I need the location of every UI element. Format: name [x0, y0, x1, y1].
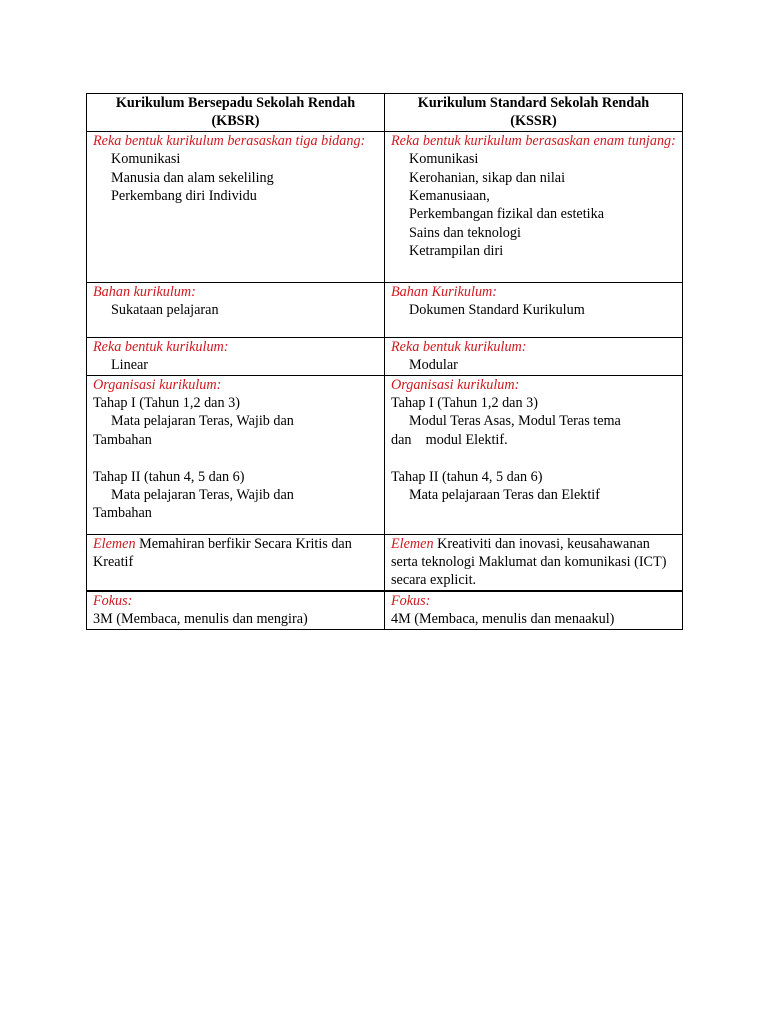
kbsr-reka-bentuk-label: Reka bentuk kurikulum:	[93, 338, 229, 355]
cell-kbsr-organisasi	[87, 375, 385, 534]
kssr-tahap1-detail: Modul Teras Asas, Modul Teras tema	[409, 413, 621, 430]
spacer	[391, 449, 676, 467]
kbsr-bahan-value: Sukataan pelajaran	[111, 302, 219, 319]
kssr-tahap1-detail-cont: dan modul Elektif.	[391, 431, 508, 448]
kssr-tahap2-title: Tahap II (tahun 4, 5 dan 6)	[391, 468, 543, 485]
table-row-bahan	[87, 282, 683, 337]
kbsr-elemen-label: Elemen	[93, 535, 136, 552]
table-row-reka-bentuk-intro	[87, 131, 683, 282]
list-item: Perkembangan fizikal dan estetika	[409, 206, 605, 223]
cell-kssr-bahan	[385, 282, 683, 337]
cell-kbsr-fokus	[87, 591, 385, 629]
list-item: Perkembang diri Individu	[111, 188, 257, 205]
kssr-reka-bentuk-label: Reka bentuk kurikulum:	[391, 338, 527, 355]
kssr-elemen-value: Kreativiti dan inovasi, keusahawanan serta teknologi Maklumat dan komunikasi (ICT) secara explicit.	[391, 535, 667, 589]
kssr-reka-bentuk-value: Modular	[409, 357, 458, 374]
kssr-tahap1-title: Tahap I (Tahun 1,2 dan 3)	[391, 395, 538, 412]
list-item: Komunikasi	[409, 151, 479, 168]
kbsr-reka-bentuk-value: Linear	[111, 357, 149, 374]
kbsr-tahap1-detail-cont: Tambahan	[93, 431, 152, 448]
kssr-fokus-value: 4M (Membaca, menulis dan menaakul)	[391, 611, 615, 628]
kssr-bahan-value: Dokumen Standard Kurikulum	[409, 302, 585, 319]
cell-kssr-reka-bentuk-intro	[385, 131, 683, 282]
kssr-intro-label: Reka bentuk kurikulum berasaskan enam tunjang:	[391, 132, 676, 149]
cell-kbsr-bahan	[87, 282, 385, 337]
cell-kssr-elemen	[385, 534, 683, 591]
kbsr-tahap2-title: Tahap II (tahun 4, 5 dan 6)	[93, 468, 245, 485]
comparison-table	[86, 93, 683, 630]
header-kssr-title: Kurikulum Standard Sekolah Rendah	[417, 95, 650, 111]
list-item: Ketrampilan diri	[409, 243, 504, 260]
header-kbsr	[87, 94, 385, 132]
list-item: Manusia dan alam sekeliling	[111, 169, 274, 186]
kssr-tahap2-detail: Mata pelajaraan Teras dan Elektif	[409, 487, 600, 504]
cell-kssr-organisasi	[385, 375, 683, 534]
kssr-organisasi-label: Organisasi kurikulum:	[391, 376, 520, 393]
list-item: Kerohanian, sikap dan nilai	[409, 169, 566, 186]
cell-kbsr-reka-bentuk	[87, 337, 385, 375]
cell-kbsr-elemen	[87, 534, 385, 591]
kbsr-organisasi-label: Organisasi kurikulum:	[93, 376, 222, 393]
spacer	[93, 449, 378, 467]
kbsr-intro-label: Reka bentuk kurikulum berasaskan tiga bidang:	[93, 132, 366, 149]
table-row-organisasi	[87, 375, 683, 534]
table-row-elemen	[87, 534, 683, 591]
kbsr-tahap2-detail: Mata pelajaran Teras, Wajib dan	[111, 487, 294, 504]
kbsr-fokus-value: 3M (Membaca, menulis dan mengira)	[93, 611, 308, 628]
table-header-row	[87, 94, 683, 132]
kssr-fokus-label: Fokus:	[391, 592, 431, 609]
kssr-elemen-label: Elemen	[391, 535, 434, 552]
header-kssr-abbrev: (KSSR)	[510, 113, 557, 130]
kbsr-tahap2-detail-cont: Tambahan	[93, 505, 152, 522]
cell-kssr-reka-bentuk	[385, 337, 683, 375]
list-item: Komunikasi	[111, 151, 181, 168]
kbsr-fokus-label: Fokus:	[93, 592, 133, 609]
list-item: Kemanusiaan,	[409, 188, 490, 205]
table-row-reka-bentuk	[87, 337, 683, 375]
kbsr-elemen-value: Memahiran berfikir Secara Kritis dan Kreatif	[93, 535, 352, 571]
kbsr-tahap1-title: Tahap I (Tahun 1,2 dan 3)	[93, 395, 240, 412]
header-kbsr-title: Kurikulum Bersepadu Sekolah Rendah	[115, 95, 356, 111]
header-kssr	[385, 94, 683, 132]
cell-kssr-fokus	[385, 591, 683, 629]
cell-kbsr-reka-bentuk-intro	[87, 131, 385, 282]
kbsr-tahap1-detail: Mata pelajaran Teras, Wajib dan	[111, 413, 294, 430]
header-kbsr-abbrev: (KBSR)	[211, 113, 260, 130]
kssr-bahan-label: Bahan Kurikulum:	[391, 283, 498, 300]
table-row-fokus	[87, 591, 683, 629]
list-item: Sains dan teknologi	[409, 224, 521, 241]
kbsr-bahan-label: Bahan kurikulum:	[93, 283, 196, 300]
